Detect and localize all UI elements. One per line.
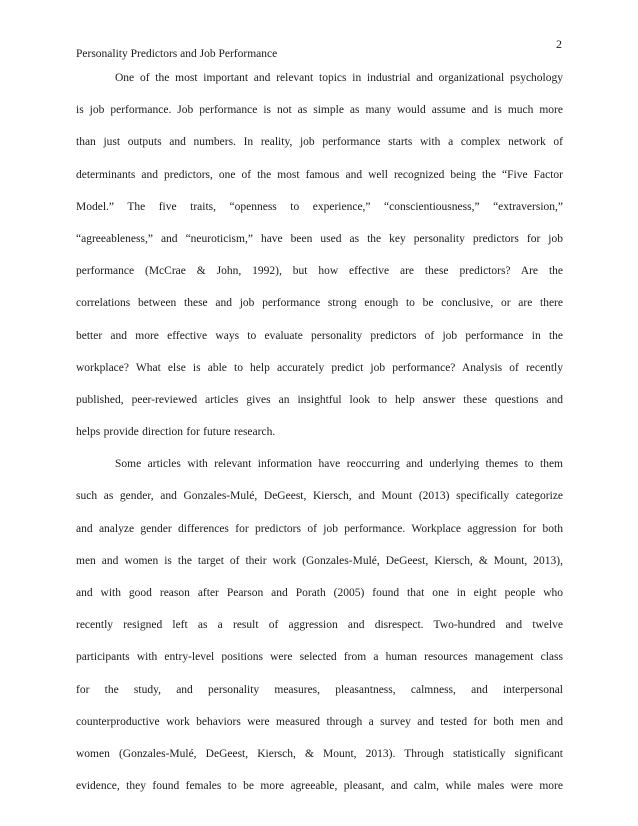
text-line: and analyze gender differences for predictors of job performance. Workplace aggression for both [76,522,563,535]
text-line: participants with entry-level positions were selected from a human resources management class [76,651,563,664]
text-line: than just outputs and numbers. In reality, job performance starts with a complex network of [76,136,563,149]
text-line: women (Gonzales-Mulé, DeGeest, Kiersch, & Mount, 2013). Through statistically significant [76,747,563,760]
text-line: evidence, they found females to be more agreeable, pleasant, and calm, while males were more [76,780,563,793]
text-line: One of the most important and relevant topics in industrial and organizational psychology [115,72,563,84]
text-line: Some articles with relevant information have reoccurring and underlying themes to them [115,458,563,471]
text-line: Model.” The five traits, “openness to experience,” “conscientiousness,” “extraversion,” [76,200,563,213]
text-line: helps provide direction for future research. [76,426,276,439]
text-line: men and women is the target of their work (Gonzales-Mulé, DeGeest, Kiersch, & Mount, 2013), [76,554,563,567]
text-line: correlations between these and job performance strong enough to be conclusive, or are there [76,297,563,310]
text-line: counterproductive work behaviors were measured through a survey and tested for both men and [76,715,563,728]
paragraph-2 [76,448,563,802]
page-number: 2 [556,37,562,51]
text-line: determinants and predictors, one of the most famous and well recognized being the “Five Factor [76,168,563,181]
text-line: workplace? What else is able to help accurately predict job performance? Analysis of recently [76,361,563,374]
text-line: and with good reason after Pearson and Porath (2005) found that one in eight people who [76,587,563,599]
running-head: Personality Predictors and Job Performance [76,48,278,60]
body-text [76,62,563,802]
paragraph-1 [76,62,563,448]
text-line: for the study, and personality measures, pleasantness, calmness, and interpersonal [76,683,563,696]
text-line: “agreeableness,” and “neuroticism,” have been used as the key personality predictors for job [76,232,563,245]
text-line: performance (McCrae & John, 1992), but how effective are these predictors? Are the [76,265,563,278]
text-line: better and more effective ways to evaluate personality predictors of job performance in the [76,329,563,342]
text-line: published, peer-reviewed articles gives an insightful look to help answer these questions and [76,393,563,406]
text-line: is job performance. Job performance is not as simple as many would assume and is much more [76,104,563,117]
text-line: such as gender, and Gonzales-Mulé, DeGeest, Kiersch, and Mount (2013) specifically categorize [76,490,563,503]
text-line: recently resigned left as a result of aggression and disrespect. Two-hundred and twelve [76,619,563,632]
